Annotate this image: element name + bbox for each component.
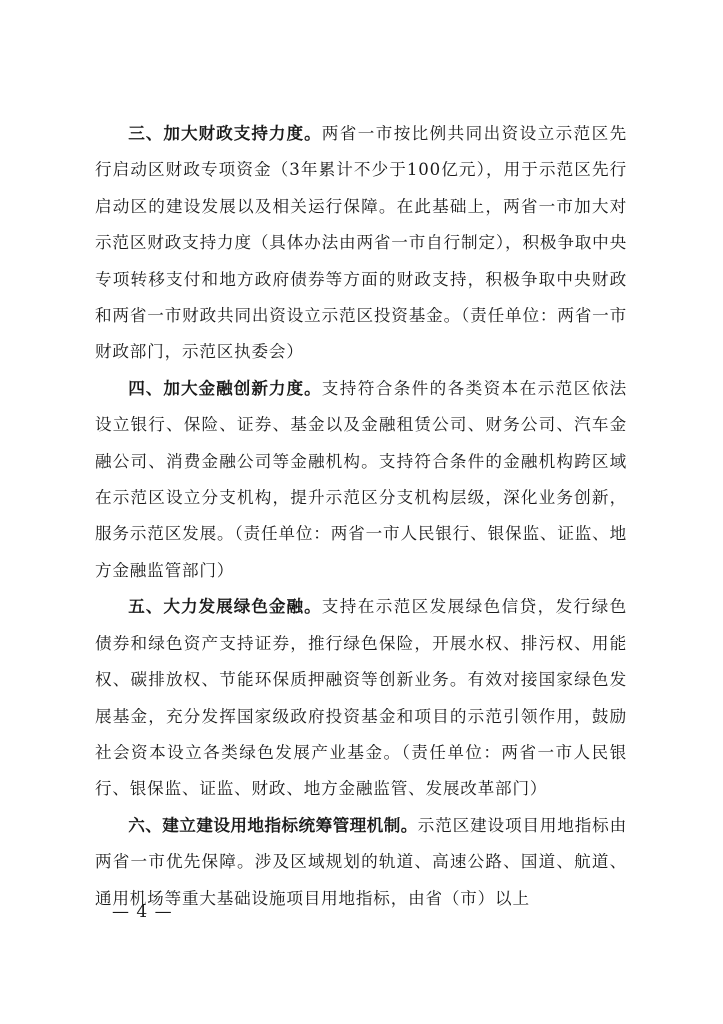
heading-fiscal-support: 三、加大财政支持力度。 bbox=[128, 124, 322, 143]
page-number: — 4 — bbox=[112, 902, 173, 922]
document-body bbox=[95, 116, 627, 917]
paragraph-green-finance bbox=[95, 589, 627, 807]
paragraph-text: 示范区建设项目用地指标由两省一市优先保障。涉及区域规划的轨道、高速公路、国道、航道、通用机场等重大基础设施项目用地指标，由省（市）以上 bbox=[95, 815, 627, 908]
paragraph-text: 两省一市按比例共同出资设立示范区先行启动区财政专项资金（3年累计不少于100亿元），用于示范区先行启动区的建设发展以及相关运行保障。在此基础上，两省一市加大对示范区财政支持力度（具体办法由两省一市自行制定），积极争取中央专项转移支付和地方政府债券等方面的财政支持，积极争取中央财政和两省一市财政共同出资设立示范区投资基金。（责任单位：两省一市财政部门，示范区执委会） bbox=[95, 124, 627, 362]
heading-financial-innovation: 四、加大金融创新力度。 bbox=[128, 378, 322, 398]
heading-land-use: 六、建立建设用地指标统筹管理机制。 bbox=[128, 815, 418, 835]
paragraph-text: 支持符合条件的各类资本在示范区依法设立银行、保险、证券、基金以及金融租赁公司、财务公司、汽车金融公司、消费金融公司等金融机构。支持符合条件的金融机构跨区域在示范区设立分支机构，提升示范区分支机构层级，深化业务创新，服务示范区发展。（责任单位：两省一市人民银行、银保监、证监、地方金融监管部门） bbox=[95, 378, 627, 580]
paragraph-text: 支持在示范区发展绿色信贷，发行绿色债券和绿色资产支持证券，推行绿色保险，开展水权、排污权、用能权、碳排放权、节能环保质押融资等创新业务。有效对接国家绿色发展基金，充分发挥国家级政府投资基金和项目的示范引领作用，鼓励社会资本设立各类绿色发展产业基金。（责任单位：两省一市人民银行、银保监、证监、财政、地方金融监管、发展改革部门） bbox=[95, 597, 627, 799]
paragraph-fiscal-support bbox=[95, 116, 627, 371]
paragraph-land-use bbox=[95, 808, 627, 917]
heading-green-finance: 五、大力发展绿色金融。 bbox=[128, 597, 322, 617]
paragraph-financial-innovation bbox=[95, 371, 627, 589]
